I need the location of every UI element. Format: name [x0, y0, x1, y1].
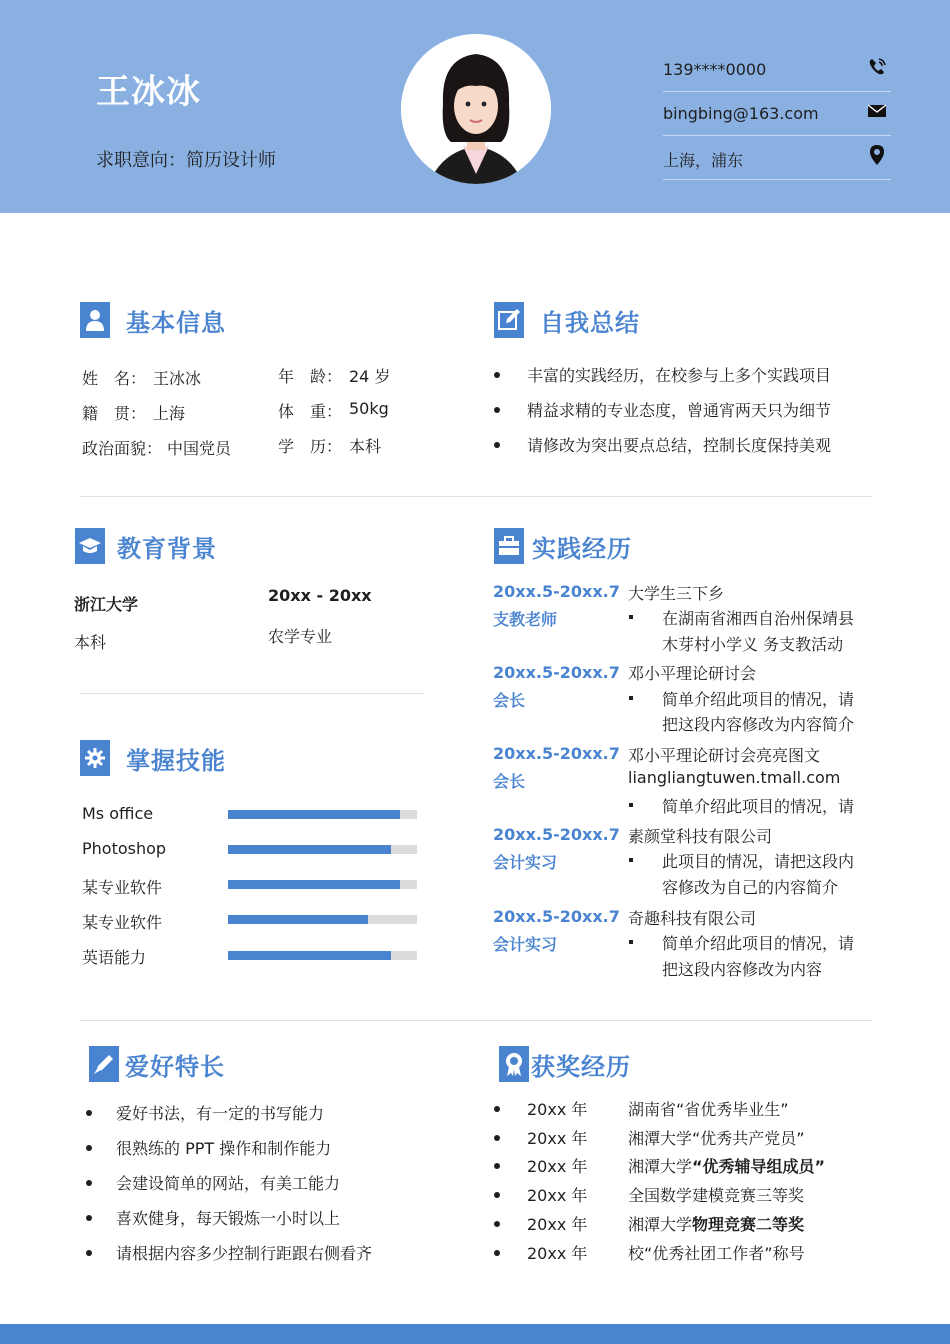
section-divider [80, 496, 872, 497]
section-practice [494, 528, 632, 564]
section-skills [80, 740, 226, 776]
skill-bar [228, 951, 417, 960]
briefcase-icon [494, 528, 524, 564]
award-text [628, 1212, 804, 1235]
edit-icon [494, 302, 524, 338]
graduation-cap-icon [75, 528, 105, 564]
award-year: 20xx 年 [527, 1215, 588, 1234]
summary-item: 请修改为突出要点总结，控制长度保持美观 [527, 436, 832, 455]
major: 农学专业 [268, 627, 333, 646]
award-name: 湘潭大学 [628, 1215, 693, 1234]
skill-name: Photoshop [82, 839, 167, 858]
bullet-square [629, 803, 633, 807]
practice-desc: 简单介绍此项目的情况，请 [662, 690, 855, 709]
info-label: 学 历： [278, 437, 343, 456]
info-value: 本科 [349, 437, 382, 456]
award-name-bold: 物理竞赛二等奖 [692, 1215, 805, 1234]
skill-name: 英语能力 [82, 948, 147, 967]
award-year: 20xx 年 [527, 1129, 588, 1148]
practice-date: 20xx.5-20xx.7 [493, 744, 620, 763]
phone-text: 139****0000 [663, 60, 767, 79]
mail-icon [867, 100, 887, 122]
hobby-item: 喜欢健身，每天锻炼一小时以上 [116, 1209, 341, 1228]
section-title: 实践经历 [532, 534, 632, 563]
practice-org: 奇趣科技有限公司 [628, 909, 757, 928]
section-title: 基本信息 [126, 308, 226, 337]
skill-name: 某专业软件 [82, 913, 163, 932]
bullet-dot [86, 1180, 92, 1186]
bullet-dot [86, 1110, 92, 1116]
info-label: 体 重： [278, 402, 343, 421]
section-title: 掌握技能 [126, 746, 226, 775]
bullet-square [629, 615, 633, 619]
bullet-dot [494, 1221, 500, 1227]
practice-desc: 把这段内容修改为内容 [662, 960, 823, 979]
info-label: 姓 名： [82, 369, 147, 388]
email-text: bingbing@163.com [663, 104, 819, 123]
award-name: 全国数学建模竞赛三等奖 [628, 1186, 805, 1205]
practice-role: 会长 [493, 691, 526, 710]
skill-bar-fill [228, 951, 391, 960]
practice-date: 20xx.5-20xx.7 [493, 663, 620, 682]
practice-org: 素颜堂科技有限公司 [628, 827, 773, 846]
bullet-dot [86, 1250, 92, 1256]
skill-bar-fill [228, 845, 391, 854]
bullet-dot [494, 407, 500, 413]
award-text [628, 1183, 804, 1206]
award-text [628, 1126, 805, 1149]
section-title: 自我总结 [540, 308, 640, 337]
award-name: 湘潭大学“优秀共产党员” [628, 1129, 805, 1148]
bullet-dot [494, 1163, 500, 1169]
practice-desc: 在湖南省湘西自治州保靖县 [662, 609, 855, 628]
hobby-item: 请根据内容多少控制行距跟右侧看齐 [116, 1244, 373, 1263]
section-divider [80, 1020, 872, 1021]
skill-bar [228, 810, 417, 819]
practice-desc: 把这段内容修改为内容简介 [662, 715, 855, 734]
user-icon [80, 302, 110, 338]
award-name: 校“优秀社团工作者”称号 [628, 1244, 805, 1263]
skill-name: 某专业软件 [82, 878, 163, 897]
info-value: 中国党员 [167, 439, 232, 458]
practice-date: 20xx.5-20xx.7 [493, 825, 620, 844]
award-year: 20xx 年 [527, 1100, 588, 1119]
info-value: 50kg [349, 399, 389, 418]
contact-location [663, 136, 891, 180]
section-title: 获奖经历 [531, 1052, 631, 1081]
section-education [75, 528, 217, 564]
bullet-dot [86, 1215, 92, 1221]
profile-photo [401, 34, 551, 184]
bullet-dot [494, 372, 500, 378]
award-name-bold: “优秀辅导组成员” [692, 1157, 826, 1176]
hobby-item: 爱好书法，有一定的书写能力 [116, 1104, 325, 1123]
skill-bar [228, 880, 417, 889]
bullet-square [629, 858, 633, 862]
section-self-summary [494, 302, 640, 338]
award-text [628, 1154, 825, 1177]
award-name: 湖南省“省优秀毕业生” [628, 1100, 789, 1119]
practice-org: 邓小平理论研讨会 [628, 664, 757, 683]
pen-icon [89, 1046, 119, 1082]
practice-role: 会计实习 [493, 853, 558, 872]
summary-item: 丰富的实践经历，在校参与上多个实践项目 [527, 366, 832, 385]
info-label: 年 龄： [278, 367, 343, 386]
degree: 本科 [74, 633, 107, 652]
practice-desc: 木芽村小学义 务支教活动 [662, 635, 844, 654]
skill-bar [228, 915, 417, 924]
bullet-dot [494, 1250, 500, 1256]
practice-role: 会计实习 [493, 935, 558, 954]
award-name: 湘潭大学 [628, 1157, 693, 1176]
practice-desc: 简单介绍此项目的情况，请 [662, 797, 855, 816]
hobby-item: 会建设简单的网站，有美工能力 [116, 1174, 341, 1193]
summary-item: 精益求精的专业态度，曾通宵两天只为细节 [527, 401, 832, 420]
award-text [628, 1241, 805, 1264]
candidate-name: 王冰冰 [96, 72, 201, 112]
award-year: 20xx 年 [527, 1157, 588, 1176]
section-basic-info [80, 302, 226, 338]
contact-email [663, 92, 891, 136]
phone-icon [867, 56, 887, 78]
skill-bar-fill [228, 915, 368, 924]
location-text: 上海，浦东 [663, 151, 744, 170]
award-text [628, 1097, 789, 1120]
bullet-dot [494, 1192, 500, 1198]
practice-role: 会长 [493, 772, 526, 791]
practice-role: 支教老师 [493, 610, 558, 629]
practice-org: 大学生三下乡 [628, 584, 725, 603]
bullet-square [629, 696, 633, 700]
gear-icon [80, 740, 110, 776]
bullet-dot [494, 1106, 500, 1112]
hobby-item: 很熟练的 PPT 操作和制作能力 [116, 1139, 332, 1158]
section-title: 爱好特长 [125, 1052, 225, 1081]
award-year: 20xx 年 [527, 1186, 588, 1205]
practice-org: 邓小平理论研讨会亮亮图文 [628, 746, 821, 765]
info-label: 政治面貌： [82, 439, 163, 458]
skill-bar-fill [228, 880, 400, 889]
bullet-square [629, 940, 633, 944]
bullet-dot [494, 1135, 500, 1141]
skill-bar [228, 845, 417, 854]
bullet-dot [86, 1145, 92, 1151]
practice-desc: 此项目的情况，请把这段内 [662, 852, 855, 871]
skill-name: Ms office [82, 804, 154, 823]
school-name: 浙江大学 [74, 595, 139, 614]
skill-bar-fill [228, 810, 400, 819]
section-divider [80, 693, 424, 694]
job-intent: 求职意向：简历设计师 [96, 150, 276, 171]
practice-desc: 简单介绍此项目的情况，请 [662, 934, 855, 953]
section-title: 教育背景 [117, 534, 217, 563]
info-value: 上海 [153, 404, 186, 423]
education-period: 20xx - 20xx [268, 586, 372, 605]
info-value: 王冰冰 [153, 369, 202, 388]
section-hobbies [89, 1046, 225, 1082]
section-awards [499, 1046, 631, 1082]
bullet-dot [494, 442, 500, 448]
footer-bar [0, 1324, 950, 1344]
award-medal-icon [499, 1046, 529, 1082]
location-icon [867, 144, 887, 166]
practice-org-url: liangliangtuwen.tmall.com [628, 768, 841, 787]
practice-date: 20xx.5-20xx.7 [493, 582, 620, 601]
contact-phone [663, 48, 891, 92]
info-value: 24 岁 [349, 367, 391, 386]
header-banner [0, 0, 950, 213]
practice-date: 20xx.5-20xx.7 [493, 907, 620, 926]
practice-desc: 容修改为自己的内容简介 [662, 878, 839, 897]
info-label: 籍 贯： [82, 404, 147, 423]
award-year: 20xx 年 [527, 1244, 588, 1263]
